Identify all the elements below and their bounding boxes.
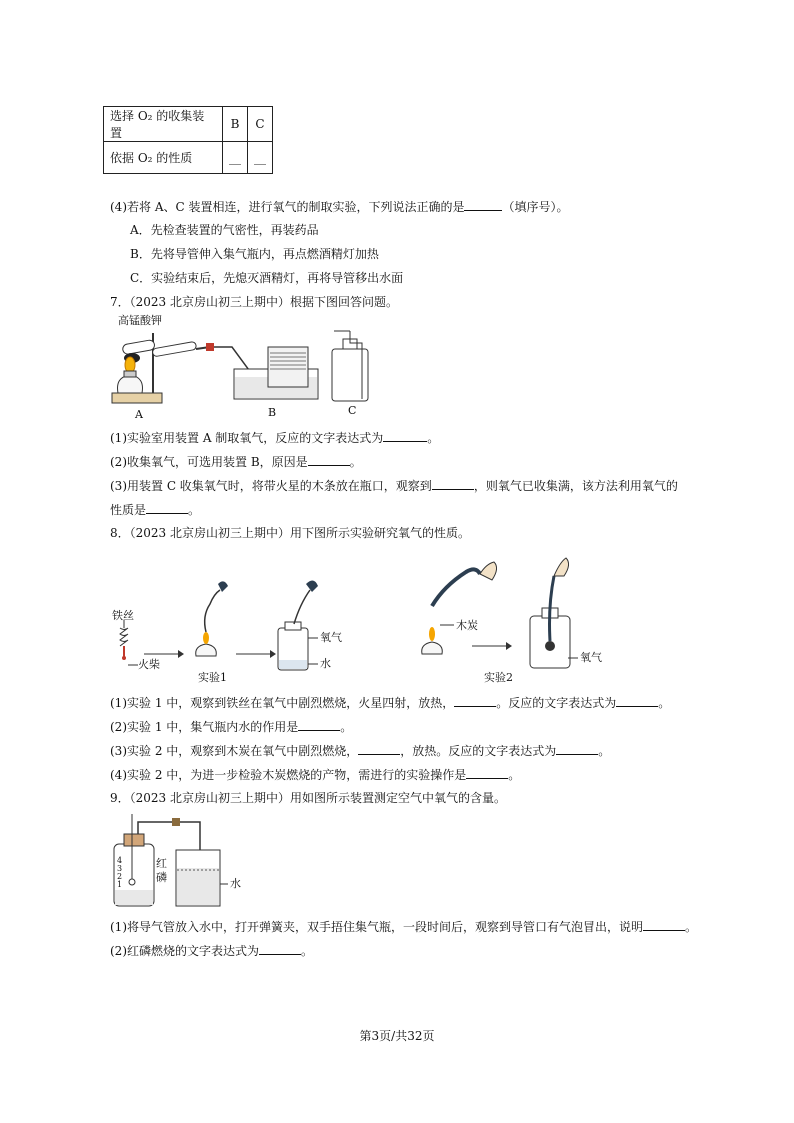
q7-stem: 7．（2023 北京房山初三上期中）根据下图回答问题。 [110, 295, 398, 309]
match-label: 火柴 [138, 658, 160, 671]
q9-stem: 9．（2023 北京房山初三上期中）用如图所示装置测定空气中氧气的含量。 [110, 791, 506, 805]
iron-wire-label: 铁丝 [112, 609, 134, 622]
q8-part1 [110, 694, 670, 711]
experiment-diagram [110, 546, 610, 694]
table-cell: __ [223, 142, 248, 174]
answer-blank[interactable] [358, 742, 400, 755]
q7-part1 [110, 429, 439, 446]
question-text: 。 [427, 431, 440, 445]
q9-part2 [110, 942, 313, 959]
charcoal-label: 木炭 [456, 619, 478, 632]
question-text: (1)将导气管放入水中，打开弹簧夹，双手捂住集气瓶，一段时间后，观察到导管口有气泡冒出，说明 [110, 920, 644, 934]
answer-blank[interactable] [464, 198, 502, 211]
table-cell: C [248, 107, 273, 142]
table-row [104, 142, 273, 174]
table-cell: 选择 O₂ 的收集装置 [104, 107, 223, 142]
question-text: (4)若将 A、C 装置相连，进行氧气的制取实验，下列说法正确的是 [110, 200, 465, 214]
question-text: (4)实验 2 中，为进一步检验木炭燃烧的产物，需进行的实验操作是 [110, 768, 467, 782]
apparatus-diagram [110, 313, 380, 423]
q8-part4 [110, 766, 520, 783]
scale-1: 1 [117, 880, 123, 889]
collection-table [103, 106, 273, 174]
option-a: A．先检查装置的气密性，再装药品 [130, 223, 319, 237]
water-label: 水 [320, 657, 331, 670]
question-text: (3)用装置 C 收集氧气时，将带火星的木条放在瓶口，观察到 [110, 479, 432, 493]
q7-figure [110, 313, 380, 423]
q8-part2 [110, 718, 352, 735]
q7-part3-cont [110, 501, 200, 518]
answer-blank[interactable] [643, 918, 685, 931]
answer-blank[interactable] [298, 718, 340, 731]
question-text: (2)收集氧气，可选用装置 B，原因是 [110, 455, 308, 469]
oxygen-label-1: 氧气 [320, 631, 342, 644]
oxygen-content-apparatus [110, 810, 260, 910]
experiment-1-label: 实验1 [198, 671, 227, 684]
water-label: 水 [230, 877, 241, 890]
page-footer: 第3页/共32页 [359, 1029, 435, 1043]
answer-blank[interactable] [308, 453, 350, 466]
experiment-2-label: 实验2 [484, 671, 513, 684]
q7-part2 [110, 453, 362, 470]
answer-blank[interactable] [146, 501, 188, 514]
scale-3: 3 [117, 864, 123, 873]
option-b: B．先将导管伸入集气瓶内，再点燃酒精灯加热 [130, 247, 379, 261]
question-text: 。 [349, 455, 362, 469]
figure-label-b: B [268, 406, 277, 419]
scale-2: 2 [117, 872, 123, 881]
question-text: 。 [340, 720, 353, 734]
reagent-label: 高锰酸钾 [118, 314, 162, 327]
question-text: （填序号）。 [502, 200, 569, 214]
question-text: 。 [598, 744, 611, 758]
answer-blank[interactable] [466, 766, 508, 779]
table-row [104, 107, 273, 142]
answer-blank[interactable] [556, 742, 598, 755]
question-text: (2)实验 1 中，集气瓶内水的作用是 [110, 720, 299, 734]
table-cell: 依据 O₂ 的性质 [104, 142, 223, 174]
question-text: 。 [508, 768, 521, 782]
answer-blank[interactable] [383, 429, 427, 442]
answer-blank[interactable] [454, 694, 496, 707]
figure-label-c: C [348, 404, 357, 417]
answer-blank[interactable] [432, 477, 474, 490]
q8-figure [110, 546, 610, 694]
table-cell: __ [248, 142, 273, 174]
question-text: 性质是 [110, 503, 147, 517]
red-phosphorus-label-2: 磷 [156, 871, 167, 884]
question-text: ，则氧气已收集满，该方法利用氧气的 [473, 479, 678, 493]
question-text: 。 [301, 944, 314, 958]
q6-part4 [110, 198, 569, 215]
question-text: (1)实验室用装置 A 制取氧气，反应的文字表达式为 [110, 431, 384, 445]
question-text: 。反应的文字表达式为 [496, 696, 617, 710]
question-text: 。 [685, 920, 698, 934]
answer-blank[interactable] [616, 694, 658, 707]
q7-part3 [110, 477, 678, 494]
answer-blank[interactable] [259, 942, 301, 955]
scale-4: 4 [117, 856, 123, 865]
question-text: 。 [188, 503, 201, 517]
q8-part3 [110, 742, 610, 759]
red-phosphorus-label-1: 红 [156, 857, 167, 870]
question-text: (3)实验 2 中，观察到木炭在氧气中剧烈燃烧， [110, 744, 359, 758]
table-cell: B [223, 107, 248, 142]
question-text: (2)红磷燃烧的文字表达式为 [110, 944, 259, 958]
q9-part1 [110, 918, 697, 935]
figure-label-a: A [135, 408, 143, 421]
question-text: 。 [658, 696, 671, 710]
oxygen-label-2: 氧气 [580, 651, 602, 664]
q8-stem: 8．（2023 北京房山初三上期中）用下图所示实验研究氧气的性质。 [110, 526, 470, 540]
q9-figure [110, 810, 260, 910]
option-c: C．实验结束后，先熄灭酒精灯，再将导管移出水面 [130, 271, 404, 285]
question-text: (1)实验 1 中，观察到铁丝在氧气中剧烈燃烧，火星四射，放热， [110, 696, 455, 710]
question-text: ，放热。反应的文字表达式为 [400, 744, 557, 758]
